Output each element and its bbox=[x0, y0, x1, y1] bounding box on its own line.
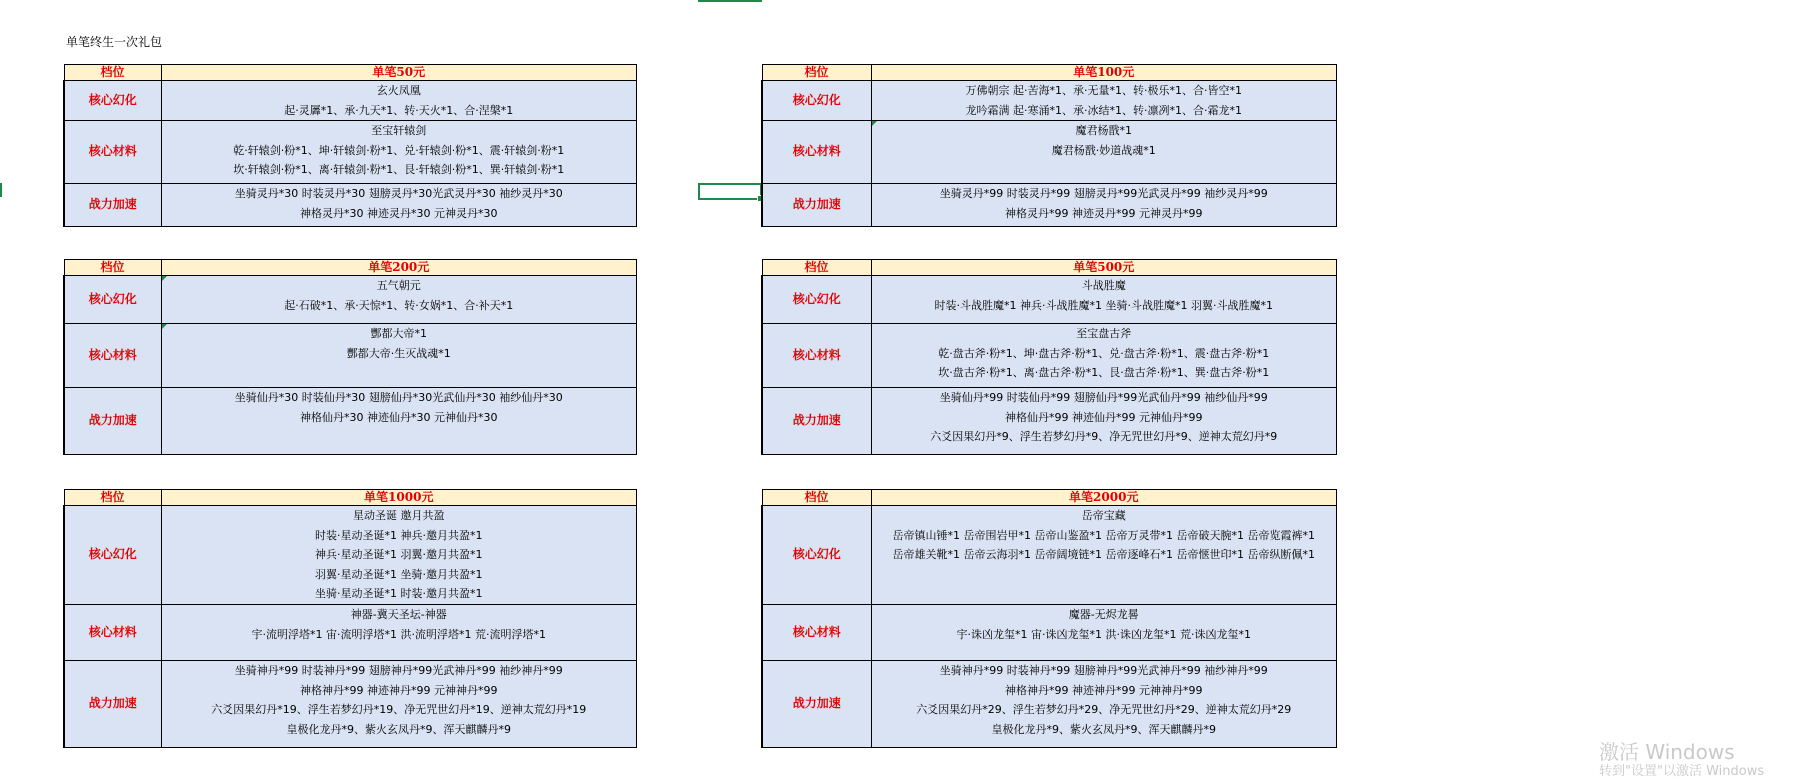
content-line: 星动圣诞 邀月共盈 bbox=[353, 509, 445, 522]
content-line: 岳帝宝藏 bbox=[1081, 509, 1126, 522]
tier-label[interactable]: 档位 bbox=[762, 65, 871, 81]
content-line: 起·灵羼*1、承·九天*1、转·天火*1、合·涅槃*1 bbox=[284, 103, 514, 117]
category-label[interactable]: 核心材料 bbox=[762, 121, 871, 184]
package-title[interactable]: 单笔100元 bbox=[871, 65, 1337, 81]
content-line: 宇·诛凶龙玺*1 宙·诛凶龙玺*1 洪·诛凶龙玺*1 荒·诛凶龙玺*1 bbox=[956, 627, 1251, 641]
row-core-skin bbox=[762, 276, 1337, 324]
content-line: 坐骑仙丹*30 时装仙丹*30 翅膀仙丹*30光武仙丹*30 袖纱仙丹*30 bbox=[234, 391, 563, 404]
content-line: 神格神丹*99 神迹神丹*99 元神神丹*99 bbox=[1005, 683, 1203, 697]
tier-label[interactable]: 档位 bbox=[64, 490, 161, 506]
selected-column-indicator bbox=[698, 0, 762, 2]
content-line: 神格神丹*99 神迹神丹*99 元神神丹*99 bbox=[300, 683, 498, 697]
category-label[interactable]: 战力加速 bbox=[762, 184, 871, 227]
row-core-material bbox=[64, 605, 637, 661]
tier-label[interactable]: 档位 bbox=[64, 260, 161, 276]
row-content[interactable] bbox=[871, 276, 1337, 324]
category-label[interactable]: 战力加速 bbox=[64, 184, 161, 227]
content-line: 至宝盘古斧 bbox=[1076, 327, 1132, 340]
content-line: 玄火凤凰 bbox=[376, 84, 421, 97]
content-line: 宇·流明浮塔*1 宙·流明浮塔*1 洪·流明浮塔*1 荒·流明浮塔*1 bbox=[251, 627, 546, 641]
category-label[interactable]: 核心幻化 bbox=[64, 506, 161, 605]
package-header bbox=[64, 65, 637, 81]
tier-label[interactable]: 档位 bbox=[762, 260, 871, 276]
package-header bbox=[64, 260, 637, 276]
row-content[interactable] bbox=[161, 661, 637, 748]
category-label[interactable]: 核心幻化 bbox=[64, 81, 161, 121]
package-header bbox=[762, 260, 1337, 276]
package-header bbox=[762, 490, 1337, 506]
row-power-boost bbox=[64, 184, 637, 227]
content-line: 岳帝雄关靴*1 岳帝云海羽*1 岳帝阔境链*1 岳帝逐峰石*1 岳帝惬世印*1 岳帝纵断佩*1 bbox=[892, 548, 1315, 561]
content-line: 六爻因果幻丹*9、浮生若梦幻丹*9、净无咒世幻丹*9、逆神太荒幻丹*9 bbox=[930, 430, 1278, 443]
category-label[interactable]: 核心材料 bbox=[762, 324, 871, 388]
package-table-500 bbox=[761, 259, 1337, 455]
row-content[interactable] bbox=[161, 605, 637, 661]
row-core-material bbox=[762, 121, 1337, 184]
tier-label[interactable]: 档位 bbox=[64, 65, 161, 81]
content-line: 魔器-无烬龙晷 bbox=[1068, 608, 1139, 621]
category-label[interactable]: 战力加速 bbox=[762, 388, 871, 455]
row-content[interactable] bbox=[161, 276, 637, 324]
category-label[interactable]: 核心幻化 bbox=[762, 506, 871, 605]
row-content[interactable] bbox=[871, 388, 1337, 455]
category-label[interactable]: 战力加速 bbox=[762, 661, 871, 748]
category-label[interactable]: 核心材料 bbox=[64, 324, 161, 388]
content-line: 至宝轩辕剑 bbox=[371, 124, 427, 137]
content-line: 斗战胜魔 bbox=[1081, 279, 1126, 292]
content-line: 皇极化龙丹*9、紫火玄凤丹*9、浑天麒麟丹*9 bbox=[286, 722, 511, 736]
row-content[interactable] bbox=[871, 184, 1337, 227]
tier-label[interactable]: 档位 bbox=[762, 490, 871, 506]
row-power-boost bbox=[64, 388, 637, 455]
package-table-200 bbox=[63, 259, 637, 455]
content-line: 坎·轩辕剑·粉*1、离·轩辕剑·粉*1、艮·轩辕剑·粉*1、巽·轩辕剑·粉*1 bbox=[233, 163, 565, 176]
windows-activation-hint: 转到"设置"以激活 Windows bbox=[1599, 764, 1765, 779]
row-power-boost bbox=[762, 184, 1337, 227]
package-header bbox=[64, 490, 637, 506]
row-content[interactable] bbox=[871, 121, 1337, 184]
content-line: 坐骑·星动圣诞*1 时装·邀月共盈*1 bbox=[315, 587, 483, 600]
content-line: 神格灵丹*30 神迹灵丹*30 元神灵丹*30 bbox=[300, 206, 498, 220]
row-content[interactable] bbox=[871, 81, 1337, 121]
content-line: 神格仙丹*30 神迹仙丹*30 元神仙丹*30 bbox=[300, 410, 498, 424]
content-line: 时装·星动圣诞*1 神兵·邀月共盈*1 bbox=[315, 528, 483, 542]
row-content[interactable] bbox=[871, 506, 1337, 605]
content-line: 起·石破*1、承·天惊*1、转·女娲*1、合·补天*1 bbox=[284, 298, 514, 312]
content-line: 万佛朝宗 起·苦海*1、承·无量*1、转·极乐*1、合·皆空*1 bbox=[965, 84, 1242, 97]
content-line: 神兵·星动圣诞*1 羽翼·邀月共盈*1 bbox=[315, 548, 483, 561]
row-content[interactable] bbox=[161, 388, 637, 455]
row-core-material bbox=[762, 605, 1337, 661]
row-core-skin bbox=[64, 276, 637, 324]
content-line: 神器-冀天圣坛-神器 bbox=[350, 608, 447, 621]
content-line: 时装·斗战胜魔*1 神兵·斗战胜魔*1 坐骑·斗战胜魔*1 羽翼·斗战胜魔*1 bbox=[934, 298, 1273, 312]
content-line: 坐骑灵丹*30 时装灵丹*30 翅膀灵丹*30光武灵丹*30 袖纱灵丹*30 bbox=[234, 187, 563, 200]
content-line: 六爻因果幻丹*29、浮生若梦幻丹*29、净无咒世幻丹*29、逆神太荒幻丹*29 bbox=[916, 703, 1292, 716]
row-power-boost bbox=[64, 661, 637, 748]
row-power-boost bbox=[762, 661, 1337, 748]
category-label[interactable]: 核心材料 bbox=[64, 121, 161, 184]
category-label[interactable]: 核心幻化 bbox=[762, 81, 871, 121]
package-table-100 bbox=[761, 64, 1337, 227]
content-line: 龙吟霜满 起·寒涌*1、承·冰结*1、转·凛冽*1、合·霜龙*1 bbox=[965, 103, 1242, 117]
content-line: 坎·盘古斧·粉*1、离·盘古斧·粉*1、艮·盘古斧·粉*1、巽·盘古斧·粉*1 bbox=[938, 366, 1270, 379]
row-core-material bbox=[64, 324, 637, 388]
content-line: 神格仙丹*99 神迹仙丹*99 元神仙丹*99 bbox=[1005, 410, 1203, 424]
package-title[interactable]: 单笔500元 bbox=[871, 260, 1337, 276]
selected-cell[interactable] bbox=[698, 183, 762, 200]
package-table-50 bbox=[63, 64, 637, 227]
row-core-material bbox=[762, 324, 1337, 388]
row-content[interactable] bbox=[161, 81, 637, 121]
selected-row-indicator bbox=[0, 183, 2, 197]
content-line: 魔君杨戬·妙道战魂*1 bbox=[1051, 143, 1156, 157]
content-line: 酆都大帝*1 bbox=[370, 327, 427, 340]
package-table-2000 bbox=[761, 489, 1337, 748]
row-content[interactable] bbox=[161, 506, 637, 605]
row-content[interactable] bbox=[161, 121, 637, 184]
row-core-skin bbox=[64, 506, 637, 605]
row-content[interactable] bbox=[161, 324, 637, 388]
content-line: 坐骑神丹*99 时装神丹*99 翅膀神丹*99光武神丹*99 袖纱神丹*99 bbox=[234, 664, 563, 677]
content-line: 五气朝元 bbox=[376, 279, 421, 292]
package-title[interactable]: 单笔2000元 bbox=[871, 490, 1337, 506]
content-line: 神格灵丹*99 神迹灵丹*99 元神灵丹*99 bbox=[1005, 206, 1203, 220]
row-content[interactable] bbox=[871, 324, 1337, 388]
content-line: 羽翼·星动圣诞*1 坐骑·邀月共盈*1 bbox=[315, 567, 483, 581]
content-line: 魔君杨戬*1 bbox=[1075, 124, 1132, 137]
content-line: 皇极化龙丹*9、紫火玄凤丹*9、浑天麒麟丹*9 bbox=[991, 722, 1216, 736]
row-core-skin bbox=[64, 81, 637, 121]
content-line: 乾·盘古斧·粉*1、坤·盘古斧·粉*1、兑·盘古斧·粉*1、震·盘古斧·粉*1 bbox=[938, 346, 1270, 360]
windows-activation-watermark: 激活 Windows bbox=[1599, 740, 1735, 764]
row-content[interactable] bbox=[161, 184, 637, 227]
package-table-1000 bbox=[63, 489, 637, 748]
content-line: 乾·轩辕剑·粉*1、坤·轩辕剑·粉*1、兑·轩辕剑·粉*1、震·轩辕剑·粉*1 bbox=[233, 143, 565, 157]
category-label[interactable]: 核心材料 bbox=[762, 605, 871, 661]
page-title: 单笔终生一次礼包 bbox=[66, 35, 163, 49]
row-core-material bbox=[64, 121, 637, 184]
row-core-skin bbox=[762, 81, 1337, 121]
row-power-boost bbox=[762, 388, 1337, 455]
category-label[interactable]: 核心幻化 bbox=[64, 276, 161, 324]
row-content[interactable] bbox=[871, 605, 1337, 661]
category-label[interactable]: 战力加速 bbox=[64, 388, 161, 455]
category-label[interactable]: 核心材料 bbox=[64, 605, 161, 661]
category-label[interactable]: 核心幻化 bbox=[762, 276, 871, 324]
package-title[interactable]: 单笔200元 bbox=[161, 260, 637, 276]
content-line: 坐骑神丹*99 时装神丹*99 翅膀神丹*99光武神丹*99 袖纱神丹*99 bbox=[939, 664, 1268, 677]
content-line: 坐骑仙丹*99 时装仙丹*99 翅膀仙丹*99光武仙丹*99 袖纱仙丹*99 bbox=[939, 391, 1268, 404]
content-line: 坐骑灵丹*99 时装灵丹*99 翅膀灵丹*99光武灵丹*99 袖纱灵丹*99 bbox=[939, 187, 1268, 200]
content-line: 酆都大帝·生灭战魂*1 bbox=[346, 346, 451, 360]
content-line: 岳帝镇山锤*1 岳帝围岩甲*1 岳帝山鉴盈*1 岳帝万灵带*1 岳帝破天腕*1 岳帝览霞裤*1 bbox=[892, 528, 1315, 542]
row-core-skin bbox=[762, 506, 1337, 605]
category-label[interactable]: 战力加速 bbox=[64, 661, 161, 748]
package-header bbox=[762, 65, 1337, 81]
package-title[interactable]: 单笔50元 bbox=[161, 65, 637, 81]
content-line: 六爻因果幻丹*19、浮生若梦幻丹*19、净无咒世幻丹*19、逆神太荒幻丹*19 bbox=[211, 703, 587, 716]
row-content[interactable] bbox=[871, 661, 1337, 748]
package-title[interactable]: 单笔1000元 bbox=[161, 490, 637, 506]
